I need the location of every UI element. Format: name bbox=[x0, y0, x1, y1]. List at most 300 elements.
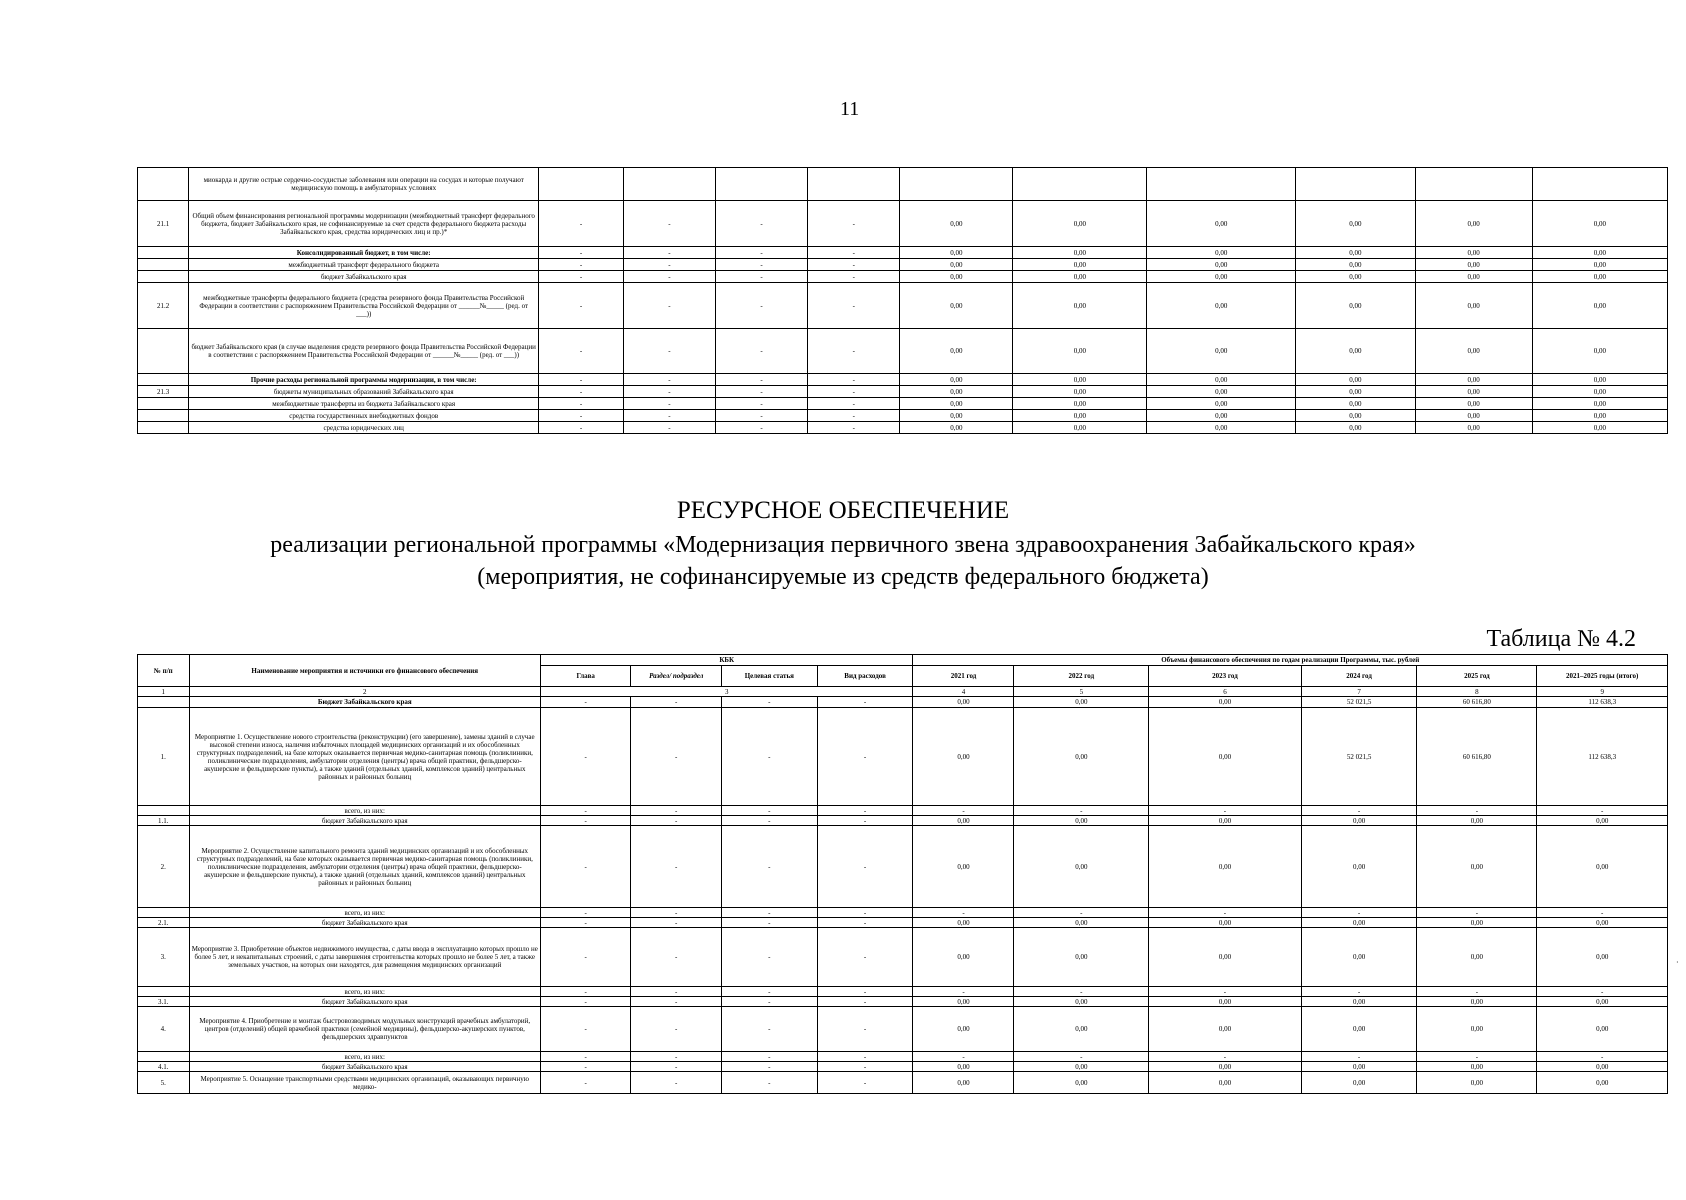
kbk-cell: - bbox=[631, 1072, 721, 1094]
col-number: 1 bbox=[138, 687, 190, 697]
kbk-cell: - bbox=[540, 697, 630, 708]
value-cell: 0,00 bbox=[1415, 398, 1532, 410]
value-cell: 0,00 bbox=[900, 259, 1013, 271]
row-number bbox=[138, 987, 190, 997]
table-row bbox=[138, 697, 1668, 708]
kbk-cell: - bbox=[631, 918, 721, 928]
col-number: 7 bbox=[1301, 687, 1417, 697]
value-cell: 0,00 bbox=[1537, 928, 1668, 987]
kbk-cell: - bbox=[721, 697, 817, 708]
kbk-cell: - bbox=[539, 201, 624, 247]
doc-subtitle-1: реализации региональной программы «Модернизация первичного звена здравоохранения Забайкальского края» bbox=[270, 532, 1416, 558]
row-name: бюджет Забайкальского края bbox=[189, 918, 540, 928]
value-cell: 0,00 bbox=[1013, 283, 1147, 329]
kbk-cell: - bbox=[716, 329, 808, 374]
row-name: всего, из них: bbox=[189, 806, 540, 816]
value-cell: 0,00 bbox=[1532, 398, 1667, 410]
kbk-cell: - bbox=[808, 283, 900, 329]
kbk-cell: - bbox=[721, 1072, 817, 1094]
value-cell: 52 021,5 bbox=[1301, 708, 1417, 806]
kbk-cell: - bbox=[716, 422, 808, 434]
value-cell: 0,00 bbox=[1415, 283, 1532, 329]
row-name: всего, из них: bbox=[189, 987, 540, 997]
value-cell: 0,00 bbox=[1537, 1007, 1668, 1052]
kbk-cell: - bbox=[540, 908, 630, 918]
value-cell: 0,00 bbox=[1301, 928, 1417, 987]
value-cell: 0,00 bbox=[1013, 201, 1147, 247]
header-year: 2021–2025 годы (итого) bbox=[1537, 666, 1668, 687]
value-cell: 0,00 bbox=[1532, 386, 1667, 398]
row-name: Прочие расходы региональной программы модернизации, в том числе: bbox=[189, 374, 539, 386]
value-cell: 0,00 bbox=[1147, 271, 1296, 283]
kbk-cell: - bbox=[623, 201, 715, 247]
kbk-cell: - bbox=[808, 329, 900, 374]
kbk-cell: - bbox=[817, 1062, 913, 1072]
value-cell: 0,00 bbox=[1147, 386, 1296, 398]
kbk-cell: - bbox=[817, 997, 913, 1007]
value-cell: 0,00 bbox=[1149, 918, 1302, 928]
row-number: 3. bbox=[138, 928, 190, 987]
value-cell bbox=[1415, 168, 1532, 201]
margin-mark: · bbox=[1676, 958, 1679, 967]
row-number: 21.1 bbox=[138, 201, 189, 247]
kbk-cell: - bbox=[539, 247, 624, 259]
row-name: всего, из них: bbox=[189, 908, 540, 918]
value-cell: - bbox=[1417, 908, 1537, 918]
kbk-cell: - bbox=[631, 997, 721, 1007]
doc-subtitle-2: (мероприятия, не софинансируемые из средств федерального бюджета) bbox=[477, 564, 1209, 590]
row-name: бюджет Забайкальского края (в случае выделения средств резервного фонда Правительства Российской Федерации в соответствии с распоряжением Правительства Российской Федерации от ______№_____ (ред. от ___)) bbox=[189, 329, 539, 374]
value-cell: 0,00 bbox=[1147, 283, 1296, 329]
kbk-cell: - bbox=[631, 816, 721, 826]
col-number: 9 bbox=[1537, 687, 1668, 697]
kbk-cell: - bbox=[631, 987, 721, 997]
kbk-cell: - bbox=[817, 1007, 913, 1052]
kbk-cell: - bbox=[721, 997, 817, 1007]
value-cell: 0,00 bbox=[1415, 201, 1532, 247]
kbk-cell: - bbox=[817, 1052, 913, 1062]
header-kbk-col: Целевая статья bbox=[721, 666, 817, 687]
value-cell: 0,00 bbox=[913, 928, 1014, 987]
table-row bbox=[138, 1007, 1668, 1052]
value-cell: 0,00 bbox=[1417, 1007, 1537, 1052]
kbk-cell: - bbox=[539, 398, 624, 410]
kbk-cell: - bbox=[539, 374, 624, 386]
kbk-cell: - bbox=[716, 259, 808, 271]
value-cell: 0,00 bbox=[1149, 928, 1302, 987]
col-number: 5 bbox=[1014, 687, 1149, 697]
kbk-cell: - bbox=[721, 928, 817, 987]
kbk-cell: - bbox=[623, 374, 715, 386]
kbk-cell: - bbox=[716, 410, 808, 422]
table-row bbox=[138, 329, 1668, 374]
value-cell: 0,00 bbox=[1417, 928, 1537, 987]
row-name: Мероприятие 1. Осуществление нового строительства (реконструкции) (его завершение), замены зданий в случае высокой степени износа, наличия избыточных площадей медицинских организаций и их обособленных структурных подразделений, на базе которых оказывается первичная медико-санитарная помощь (поликлиники, поликлинические подразделения, амбулатории отделения (центры) врача общей практики, фельдшерско-акушерские и фельдшерские пункты), а также зданий (отдельных зданий, комплексов зданий) центральных районных и районных больниц bbox=[189, 708, 540, 806]
value-cell: 0,00 bbox=[1532, 422, 1667, 434]
kbk-cell: - bbox=[817, 826, 913, 908]
value-cell: 0,00 bbox=[1532, 410, 1667, 422]
row-number: 1.1. bbox=[138, 816, 190, 826]
kbk-cell: - bbox=[631, 708, 721, 806]
kbk-cell bbox=[808, 168, 900, 201]
value-cell: 0,00 bbox=[1013, 422, 1147, 434]
table-row bbox=[138, 247, 1668, 259]
kbk-cell: - bbox=[817, 816, 913, 826]
value-cell: - bbox=[1301, 1052, 1417, 1062]
value-cell: 0,00 bbox=[1014, 928, 1149, 987]
kbk-cell: - bbox=[808, 386, 900, 398]
value-cell: 0,00 bbox=[1014, 918, 1149, 928]
value-cell: 0,00 bbox=[1417, 1062, 1537, 1072]
page-number: 11 bbox=[840, 98, 860, 120]
value-cell: 0,00 bbox=[1013, 410, 1147, 422]
value-cell: 0,00 bbox=[1296, 283, 1415, 329]
value-cell: 0,00 bbox=[900, 386, 1013, 398]
value-cell: 0,00 bbox=[1149, 697, 1302, 708]
value-cell: 0,00 bbox=[1301, 816, 1417, 826]
value-cell: - bbox=[1014, 1052, 1149, 1062]
table-row bbox=[138, 168, 1668, 201]
header-kbk: КБК bbox=[540, 655, 913, 666]
kbk-cell bbox=[623, 168, 715, 201]
value-cell: 0,00 bbox=[1301, 918, 1417, 928]
kbk-cell: - bbox=[631, 908, 721, 918]
value-cell: 0,00 bbox=[913, 1007, 1014, 1052]
value-cell: 60 616,80 bbox=[1417, 708, 1537, 806]
value-cell: 0,00 bbox=[1537, 826, 1668, 908]
value-cell: 0,00 bbox=[1013, 259, 1147, 271]
row-number bbox=[138, 697, 190, 708]
row-name: Мероприятие 3. Приобретение объектов недвижимого имущества, с даты ввода в эксплуатацию которых прошло не более 5 лет, и некапитальных строений, с даты завершения строительства которых прошло не более 5 лет, а также земельных участков, на которых они находятся, для размещения медицинских организаций bbox=[189, 928, 540, 987]
value-cell: 0,00 bbox=[1149, 826, 1302, 908]
kbk-cell: - bbox=[817, 697, 913, 708]
value-cell: 0,00 bbox=[1532, 283, 1667, 329]
value-cell: 0,00 bbox=[1147, 398, 1296, 410]
value-cell: 0,00 bbox=[1014, 1072, 1149, 1094]
row-number bbox=[138, 806, 190, 816]
col-number: 2 bbox=[189, 687, 540, 697]
value-cell: 0,00 bbox=[1296, 329, 1415, 374]
value-cell: - bbox=[1417, 1052, 1537, 1062]
value-cell: 0,00 bbox=[1296, 422, 1415, 434]
value-cell: 0,00 bbox=[1014, 1062, 1149, 1072]
kbk-cell: - bbox=[808, 201, 900, 247]
value-cell: 0,00 bbox=[1013, 374, 1147, 386]
value-cell: 0,00 bbox=[1014, 697, 1149, 708]
row-name: Консолидированный бюджет, в том числе: bbox=[189, 247, 539, 259]
value-cell: 0,00 bbox=[1296, 271, 1415, 283]
row-name: бюджеты муниципальных образований Забайкальского края bbox=[189, 386, 539, 398]
value-cell: 0,00 bbox=[1296, 386, 1415, 398]
row-number: 21.3 bbox=[138, 386, 189, 398]
value-cell: 0,00 bbox=[1417, 826, 1537, 908]
value-cell: 0,00 bbox=[900, 329, 1013, 374]
doc-title: РЕСУРСНОЕ ОБЕСПЕЧЕНИЕ bbox=[676, 497, 1010, 524]
value-cell: 0,00 bbox=[1013, 329, 1147, 374]
value-cell: 0,00 bbox=[900, 410, 1013, 422]
value-cell: 0,00 bbox=[1415, 386, 1532, 398]
value-cell: 0,00 bbox=[1415, 422, 1532, 434]
kbk-cell: - bbox=[631, 1062, 721, 1072]
header-year: 2025 год bbox=[1417, 666, 1537, 687]
table-row bbox=[138, 1062, 1668, 1072]
row-name: Мероприятие 5. Оснащение транспортными средствами медицинских организаций, оказывающих первичную медико- bbox=[189, 1072, 540, 1094]
kbk-cell: - bbox=[540, 918, 630, 928]
kbk-cell: - bbox=[539, 271, 624, 283]
value-cell: 0,00 bbox=[1147, 410, 1296, 422]
header-name: Наименование мероприятия и источники его финансового обеспечения bbox=[189, 655, 540, 687]
row-number: 4.1. bbox=[138, 1062, 190, 1072]
kbk-cell: - bbox=[721, 1062, 817, 1072]
table-row bbox=[138, 987, 1668, 997]
value-cell: - bbox=[1149, 908, 1302, 918]
value-cell: 0,00 bbox=[1532, 271, 1667, 283]
kbk-cell: - bbox=[540, 826, 630, 908]
value-cell: 0,00 bbox=[900, 398, 1013, 410]
row-name: средства юридических лиц bbox=[189, 422, 539, 434]
value-cell: 0,00 bbox=[1149, 1072, 1302, 1094]
value-cell: 0,00 bbox=[1417, 918, 1537, 928]
row-number bbox=[138, 271, 189, 283]
header-num: № п/п bbox=[138, 655, 190, 687]
row-number: 2.1. bbox=[138, 918, 190, 928]
value-cell: 0,00 bbox=[913, 816, 1014, 826]
header-volumes: Объемы финансового обеспечения по годам реализации Программы, тыс. рублей bbox=[913, 655, 1668, 666]
row-name: бюджет Забайкальского края bbox=[189, 1062, 540, 1072]
header-year: 2023 год bbox=[1149, 666, 1302, 687]
kbk-cell: - bbox=[808, 259, 900, 271]
value-cell: 0,00 bbox=[1013, 398, 1147, 410]
row-name: бюджет Забайкальского края bbox=[189, 816, 540, 826]
value-cell: 112 638,3 bbox=[1537, 708, 1668, 806]
value-cell: - bbox=[1014, 806, 1149, 816]
value-cell: - bbox=[913, 806, 1014, 816]
kbk-cell: - bbox=[540, 997, 630, 1007]
value-cell: 0,00 bbox=[1149, 1062, 1302, 1072]
row-name: Бюджет Забайкальского края bbox=[189, 697, 540, 708]
kbk-cell: - bbox=[540, 806, 630, 816]
value-cell: - bbox=[913, 987, 1014, 997]
kbk-cell: - bbox=[539, 283, 624, 329]
row-number bbox=[138, 1052, 190, 1062]
value-cell: 0,00 bbox=[1014, 708, 1149, 806]
kbk-cell: - bbox=[721, 1007, 817, 1052]
kbk-cell: - bbox=[540, 1072, 630, 1094]
kbk-cell: - bbox=[817, 708, 913, 806]
kbk-cell: - bbox=[721, 826, 817, 908]
kbk-cell: - bbox=[540, 708, 630, 806]
table-row bbox=[138, 928, 1668, 987]
value-cell: 0,00 bbox=[1296, 398, 1415, 410]
kbk-cell: - bbox=[539, 329, 624, 374]
table-row bbox=[138, 398, 1668, 410]
value-cell: 52 021,5 bbox=[1301, 697, 1417, 708]
value-cell: 0,00 bbox=[913, 708, 1014, 806]
header-year: 2021 год bbox=[913, 666, 1014, 687]
kbk-cell: - bbox=[808, 271, 900, 283]
value-cell: 0,00 bbox=[1013, 271, 1147, 283]
kbk-cell: - bbox=[808, 374, 900, 386]
table-row bbox=[138, 410, 1668, 422]
kbk-cell: - bbox=[539, 259, 624, 271]
value-cell: 0,00 bbox=[913, 997, 1014, 1007]
table-row bbox=[138, 708, 1668, 806]
kbk-cell: - bbox=[808, 410, 900, 422]
kbk-cell: - bbox=[808, 422, 900, 434]
value-cell: 0,00 bbox=[1296, 201, 1415, 247]
row-number bbox=[138, 422, 189, 434]
value-cell: 0,00 bbox=[1301, 826, 1417, 908]
kbk-cell: - bbox=[623, 329, 715, 374]
row-number bbox=[138, 374, 189, 386]
row-name: всего, из них: bbox=[189, 1052, 540, 1062]
value-cell: - bbox=[1014, 908, 1149, 918]
row-number: 2. bbox=[138, 826, 190, 908]
value-cell: 0,00 bbox=[913, 1062, 1014, 1072]
kbk-cell: - bbox=[716, 283, 808, 329]
value-cell: 0,00 bbox=[1532, 259, 1667, 271]
value-cell: - bbox=[1417, 987, 1537, 997]
value-cell: 0,00 bbox=[1532, 329, 1667, 374]
kbk-cell: - bbox=[623, 247, 715, 259]
header-year: 2022 год bbox=[1014, 666, 1149, 687]
value-cell: 0,00 bbox=[1537, 1072, 1668, 1094]
value-cell: 0,00 bbox=[1013, 386, 1147, 398]
kbk-cell: - bbox=[721, 918, 817, 928]
table-row bbox=[138, 374, 1668, 386]
value-cell: 0,00 bbox=[1149, 708, 1302, 806]
value-cell: 0,00 bbox=[1149, 816, 1302, 826]
value-cell: 0,00 bbox=[1415, 374, 1532, 386]
kbk-cell: - bbox=[716, 201, 808, 247]
value-cell: - bbox=[1149, 806, 1302, 816]
table-row bbox=[138, 806, 1668, 816]
table-row bbox=[138, 826, 1668, 908]
value-cell: 0,00 bbox=[1301, 1007, 1417, 1052]
kbk-cell: - bbox=[623, 259, 715, 271]
row-name: межбюджетный трансферт федерального бюджета bbox=[189, 259, 539, 271]
value-cell: 0,00 bbox=[1147, 247, 1296, 259]
kbk-cell: - bbox=[716, 398, 808, 410]
value-cell: 0,00 bbox=[1537, 816, 1668, 826]
value-cell: 0,00 bbox=[900, 422, 1013, 434]
row-name: межбюджетные трансферты из бюджета Забайкальского края bbox=[189, 398, 539, 410]
kbk-cell bbox=[539, 168, 624, 201]
value-cell bbox=[1296, 168, 1415, 201]
table-row bbox=[138, 816, 1668, 826]
value-cell: 0,00 bbox=[1014, 997, 1149, 1007]
kbk-cell: - bbox=[631, 806, 721, 816]
kbk-cell: - bbox=[716, 386, 808, 398]
table-caption: Таблица № 4.2 bbox=[1486, 626, 1636, 652]
kbk-cell: - bbox=[721, 1052, 817, 1062]
value-cell: - bbox=[1537, 1052, 1668, 1062]
kbk-cell: - bbox=[716, 374, 808, 386]
value-cell: - bbox=[1537, 987, 1668, 997]
table-row bbox=[138, 918, 1668, 928]
value-cell: 0,00 bbox=[900, 247, 1013, 259]
kbk-cell: - bbox=[623, 398, 715, 410]
kbk-cell: - bbox=[623, 386, 715, 398]
kbk-cell: - bbox=[808, 398, 900, 410]
value-cell: 0,00 bbox=[1537, 1062, 1668, 1072]
kbk-cell: - bbox=[631, 928, 721, 987]
kbk-cell: - bbox=[623, 283, 715, 329]
kbk-cell: - bbox=[623, 271, 715, 283]
value-cell: 0,00 bbox=[1301, 1062, 1417, 1072]
kbk-cell: - bbox=[623, 410, 715, 422]
value-cell: 0,00 bbox=[1296, 374, 1415, 386]
value-cell: 0,00 bbox=[1149, 997, 1302, 1007]
value-cell: 0,00 bbox=[1532, 247, 1667, 259]
kbk-cell: - bbox=[631, 1052, 721, 1062]
value-cell: 0,00 bbox=[1537, 997, 1668, 1007]
kbk-cell: - bbox=[540, 928, 630, 987]
value-cell: 0,00 bbox=[900, 283, 1013, 329]
value-cell: 0,00 bbox=[1013, 247, 1147, 259]
value-cell: 0,00 bbox=[1147, 259, 1296, 271]
kbk-cell: - bbox=[817, 1072, 913, 1094]
value-cell bbox=[900, 168, 1013, 201]
row-name: Общий объем финансирования региональной программы модернизации (межбюджетный трансферт федерального бюджета, бюджет Забайкальского края, не софинансируемые за счет средств федерального бюджета расходы Забайкальского края, средства юридических лиц и пр.)* bbox=[189, 201, 539, 247]
row-name: средства государственных внебюджетных фондов bbox=[189, 410, 539, 422]
row-number bbox=[138, 168, 189, 201]
row-number: 5. bbox=[138, 1072, 190, 1094]
value-cell: - bbox=[1149, 987, 1302, 997]
kbk-cell: - bbox=[817, 987, 913, 997]
resource-table bbox=[137, 654, 1668, 1094]
row-name: Мероприятие 4. Приобретение и монтаж быстровозводимых модульных конструкций врачебных амбулаторий, центров (отделений) общей врачебной практики (семейной медицины), фельдшерско-акушерских пунктов, фельдшерских здравпунктов bbox=[189, 1007, 540, 1052]
kbk-cell: - bbox=[716, 271, 808, 283]
header-kbk-col: Глава bbox=[540, 666, 630, 687]
row-number bbox=[138, 398, 189, 410]
value-cell: 0,00 bbox=[1296, 259, 1415, 271]
top-table bbox=[137, 167, 1668, 434]
table-row bbox=[138, 386, 1668, 398]
row-number bbox=[138, 329, 189, 374]
value-cell bbox=[1013, 168, 1147, 201]
value-cell: 0,00 bbox=[1417, 997, 1537, 1007]
value-cell: 0,00 bbox=[1014, 816, 1149, 826]
table-row bbox=[138, 997, 1668, 1007]
row-name: Мероприятие 2. Осуществление капитального ремонта зданий медицинских организаций и их обособленных структурных подразделений, на базе которых оказывается первичная медико-санитарная помощь (поликлиники, поликлинические подразделения, амбулатории отделения (центры) врача общей практики, фельдшерско-акушерские и фельдшерские пункты), а также зданий (отдельных зданий, комплексов зданий) центральных районных и районных больниц bbox=[189, 826, 540, 908]
value-cell: 0,00 bbox=[1147, 329, 1296, 374]
value-cell: 0,00 bbox=[913, 697, 1014, 708]
value-cell: 0,00 bbox=[900, 271, 1013, 283]
kbk-cell: - bbox=[817, 918, 913, 928]
row-number bbox=[138, 410, 189, 422]
value-cell: 0,00 bbox=[1147, 201, 1296, 247]
row-number: 1. bbox=[138, 708, 190, 806]
value-cell: 0,00 bbox=[1415, 271, 1532, 283]
kbk-cell: - bbox=[721, 708, 817, 806]
value-cell: - bbox=[1417, 806, 1537, 816]
value-cell: 0,00 bbox=[1415, 410, 1532, 422]
kbk-cell: - bbox=[817, 908, 913, 918]
value-cell: 0,00 bbox=[1537, 918, 1668, 928]
col-number: 4 bbox=[913, 687, 1014, 697]
kbk-cell: - bbox=[539, 386, 624, 398]
kbk-cell: - bbox=[721, 816, 817, 826]
value-cell bbox=[1532, 168, 1667, 201]
kbk-cell: - bbox=[540, 987, 630, 997]
col-number: 8 bbox=[1417, 687, 1537, 697]
value-cell: 0,00 bbox=[1296, 410, 1415, 422]
value-cell: - bbox=[1301, 987, 1417, 997]
value-cell: - bbox=[913, 1052, 1014, 1062]
table-row bbox=[138, 1052, 1668, 1062]
value-cell: 0,00 bbox=[1014, 1007, 1149, 1052]
